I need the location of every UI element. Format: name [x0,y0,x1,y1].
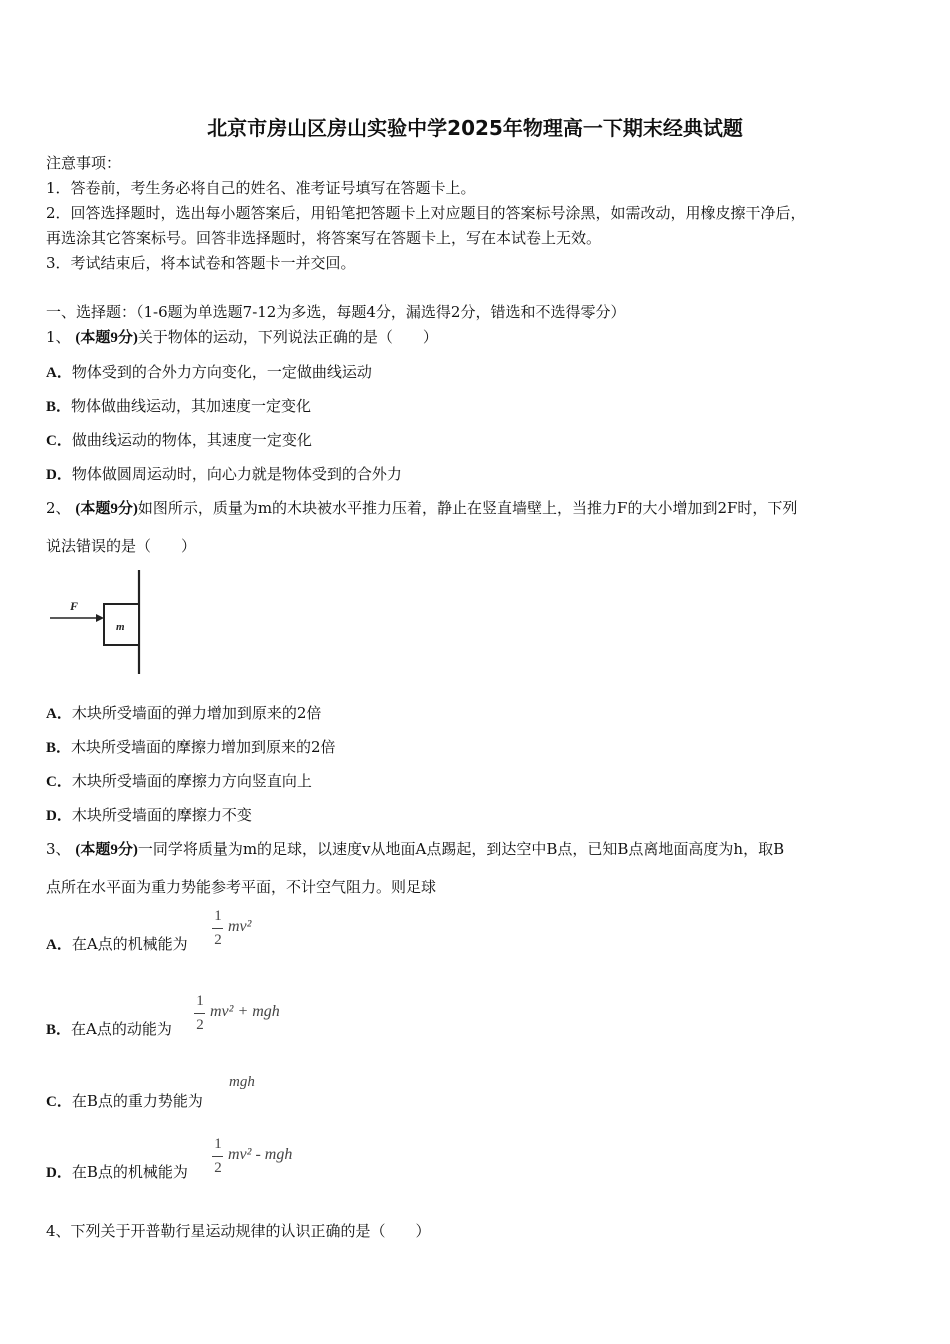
question-2-option-c [46,770,312,791]
arrow-head-icon [96,614,104,622]
option-text: 木块所受墙面的摩擦力方向竖直向上 [71,772,312,790]
option-text: 在B点的机械能为 [71,1163,188,1181]
option-label: C． [46,1094,72,1110]
option-text: 在A点的动能为 [71,1020,172,1038]
option-label: A． [46,706,72,722]
question-3-option-b [46,1018,172,1039]
notice-heading: 注意事项： [46,154,122,172]
question-2-stem [46,497,797,518]
question-2-stem-cont: 说法错误的是（ ） [46,537,197,555]
question-3-stem-cont: 点所在水平面为重力势能参考平面，不计空气阻力。则足球 [46,878,437,896]
question-text: 一同学将质量为m的足球，以速度v从地面A点踢起，到达空中B点，已知B点离地面高度为h，取B [137,840,785,858]
question-4-stem: 4、下列关于开普勒行星运动规律的认识正确的是（ ） [46,1222,431,1240]
fraction-numerator: 1 [214,1136,222,1152]
force-label: F [70,599,79,613]
question-2-option-b [46,736,336,757]
option-label: B． [46,399,72,415]
option-text: 在B点的重力势能为 [71,1092,203,1110]
section-heading: 一、选择题：（1-6题为单选题7-12为多选，每题4分，漏选得2分，错选和不选得零分） [46,303,626,321]
option-label: B． [46,740,72,756]
question-1-option-c [46,429,312,450]
score-tag: (本题9分) [75,501,138,517]
option-text: 物体受到的合外力方向变化，一定做曲线运动 [71,363,372,381]
formula: mv² + mgh [210,1003,280,1020]
question-text: 关于物体的运动，下列说法正确的是（ ） [137,328,438,346]
option-label: C． [46,433,72,449]
option-text: 在A点的机械能为 [71,935,188,953]
fraction-numerator: 1 [214,908,222,924]
block-wall-figure [44,566,148,678]
option-text: 物体做曲线运动，其加速度一定变化 [71,397,312,415]
formula: mv² [228,918,252,935]
option-text: 木块所受墙面的摩擦力不变 [71,806,252,824]
question-2-option-a [46,702,321,723]
score-tag: (本题9分) [75,842,138,858]
question-3-option-c [46,1090,203,1111]
option-text: 做曲线运动的物体，其速度一定变化 [71,431,312,449]
question-3-option-d [46,1161,188,1182]
question-1-option-d [46,463,402,484]
option-label: C． [46,774,72,790]
notice-item-1: 1．答卷前，考生务必将自己的姓名、准考证号填写在答题卡上。 [46,179,476,197]
question-1-option-a [46,361,372,382]
option-label: D． [46,808,72,824]
notice-item-3: 3．考试结束后，将本试卷和答题卡一并交回。 [46,254,356,272]
question-number: 3、 [46,840,71,858]
option-label: B． [46,1022,72,1038]
question-number: 2、 [46,499,71,517]
notice-item-2: 2．回答选择题时，选出每小题答案后，用铅笔把答题卡上对应题目的答案标号涂黑，如需改动，用橡皮擦干净后， [46,204,806,222]
question-1-stem [46,326,438,347]
question-1-option-b [46,395,311,416]
fraction-denominator: 2 [214,932,222,948]
option-label: D． [46,1165,72,1181]
option-text: 木块所受墙面的弹力增加到原来的2倍 [71,704,322,722]
question-2-option-d [46,804,252,825]
fraction-bar [212,928,223,929]
option-text: 物体做圆周运动时，向心力就是物体受到的合外力 [71,465,402,483]
fraction-numerator: 1 [196,993,204,1009]
question-3-stem [46,838,784,859]
question-number: 1、 [46,328,71,346]
mass-label: m [116,621,125,633]
question-3-option-a [46,933,188,954]
option-text: 木块所受墙面的摩擦力增加到原来的2倍 [71,738,336,756]
score-tag: (本题9分) [75,330,138,346]
notice-item-2-cont: 再选涂其它答案标号。回答非选择题时，将答案写在答题卡上，写在本试卷上无效。 [46,229,602,247]
fraction-denominator: 2 [196,1017,204,1033]
question-text: 如图所示，质量为m的木块被水平推力压着，静止在竖直墙壁上，当推力F的大小增加到2F时，下列 [137,499,798,517]
option-label: D． [46,467,72,483]
fraction-bar [212,1156,223,1157]
option-label: A． [46,937,72,953]
page-title: 北京市房山区房山实验中学2025年物理高一下期末经典试题 [207,116,743,140]
fraction-bar [194,1013,205,1014]
formula: mv² - mgh [228,1146,293,1163]
formula: mgh [229,1074,255,1090]
fraction-denominator: 2 [214,1160,222,1176]
option-label: A． [46,365,72,381]
